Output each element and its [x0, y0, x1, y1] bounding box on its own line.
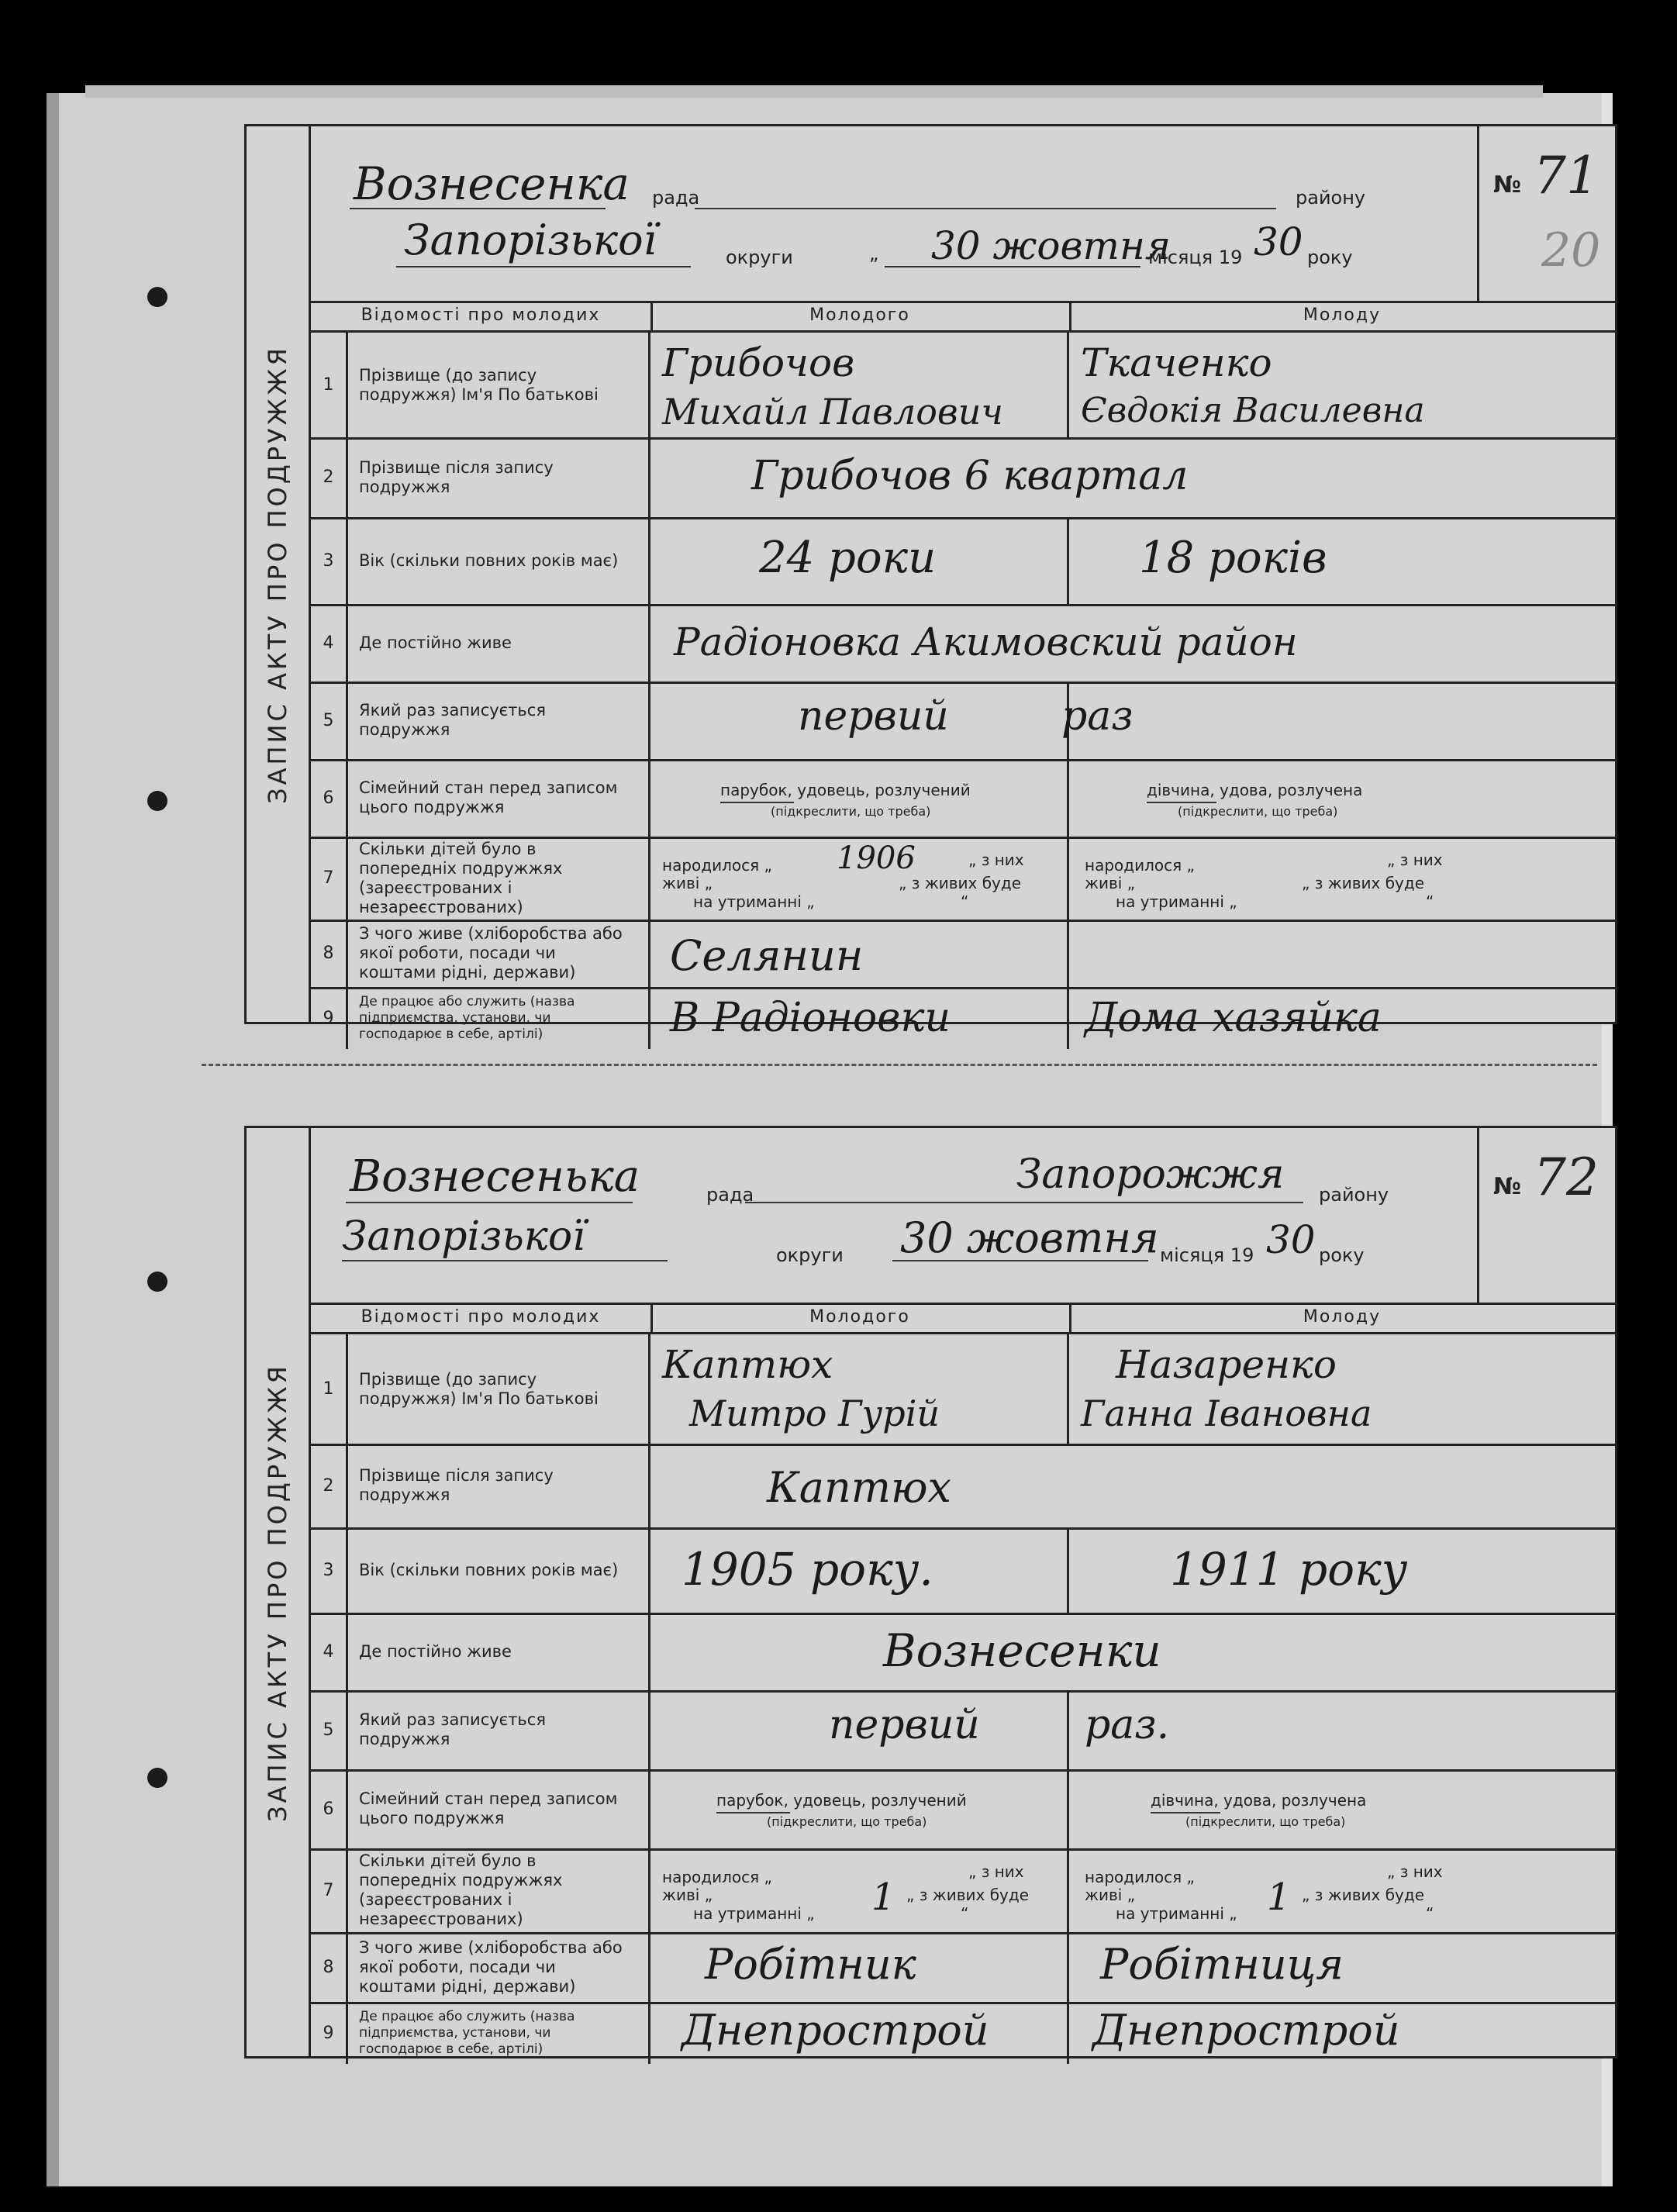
row-1: 1 Прізвище (до запису подружжя) Ім'я По батькові Грибочов Михайл Павлович Ткаченко Євдокія Василевна — [311, 333, 1615, 440]
groom-occupation: Робітник — [705, 1940, 916, 1989]
surname-after: Каптюх — [767, 1463, 951, 1512]
groom-occupation: Селянин — [670, 931, 864, 980]
month-label: місяця 19 — [1148, 247, 1243, 268]
rada-label: рада — [706, 1184, 754, 1206]
bride-workplace: Днепрострой — [1092, 2006, 1400, 2055]
year-label: року — [1307, 247, 1353, 268]
bride-occupation: Робітниця — [1100, 1940, 1344, 1989]
month-label: місяця 19 — [1160, 1244, 1254, 1266]
record-number: 71 — [1534, 146, 1599, 205]
bride-status-options: дівчина, удова, розлучена — [1151, 1791, 1367, 1810]
form-side-title: ЗАПИС АКТУ ПРО ПОДРУЖЖЯ — [247, 1128, 311, 2056]
col-bride: Молоду — [1069, 1303, 1615, 1334]
binding-hole — [147, 287, 167, 307]
groom-workplace: В Радіоновки — [670, 995, 951, 1041]
rada-label: рада — [652, 187, 700, 209]
surname-after: Грибочов 6 квартал — [751, 453, 1189, 499]
pencil-annotation: 20 — [1541, 223, 1601, 278]
col-groom: Молодого — [650, 301, 1071, 333]
row-4: 4 Де постійно живе Радіоновка Акимовский район — [311, 604, 1615, 684]
form-side-title: ЗАПИС АКТУ ПРО ПОДРУЖЖЯ — [247, 126, 311, 1022]
row-7: 7 Скільки дітей було в попередніх подружжях (зареєстрованих і незареєстрованих) народилося „ 1906 „ з них живі „ „ з живих буде на утриманні „ “ народилося „ „ з них живі „ „ з живих буде на утриманні „ “ — [311, 837, 1615, 922]
row-7: 7 Скільки дітей було в попередніх подружжях (зареєстрованих і незареєстрованих) народилося „ „ з них живі „ 1 „ з живих буде на утриманні „ “ народилося „ „ з них живі „ 1 „ з живих буде на утриманні „ “ — [311, 1848, 1615, 1934]
groom-status-options: парубок, удовець, розлучений — [720, 781, 971, 799]
binding-hole — [147, 791, 167, 811]
row-3: 3 Вік (скільки повних років має) 1905 року. 1911 року — [311, 1527, 1615, 1615]
bride-name: Ганна Івановна — [1081, 1392, 1372, 1434]
groom-children: 1906 — [837, 840, 916, 876]
bride-status-options: дівчина, удова, розлучена — [1147, 781, 1363, 799]
bride-children-alive: 1 — [1267, 1876, 1291, 1919]
rada-value: Вознесенька — [350, 1151, 640, 1202]
record-number-box: № 71 20 — [1477, 126, 1615, 301]
rayon-label: району — [1296, 187, 1366, 209]
groom-age: 1905 року. — [681, 1543, 933, 1596]
bride-surname: Ткаченко — [1081, 340, 1272, 385]
binding-hole — [147, 1768, 167, 1788]
bride-age: 1911 року — [1170, 1543, 1408, 1596]
record-number-box: № 72 — [1477, 1128, 1615, 1303]
col-bride: Молоду — [1069, 301, 1615, 333]
row-5: 5 Який раз записується подружжя первий раз. — [311, 1690, 1615, 1772]
bride-age: 18 років — [1139, 533, 1327, 583]
okruha-value: Запорізької — [342, 1213, 585, 1260]
groom-surname: Грибочов — [662, 340, 855, 385]
groom-age: 24 роки — [759, 533, 937, 583]
col-groom: Молодого — [650, 1303, 1071, 1334]
rada-value: Вознесенка — [354, 157, 630, 210]
row-8: 8 З чого живе (хліборобства або якої роботи, посади чи коштами рідні, держави) Селянин — [311, 920, 1615, 989]
year-value: 30 — [1266, 1217, 1316, 1262]
col-info: Відомості про молодих — [311, 301, 653, 333]
bride-surname: Назаренко — [1116, 1342, 1337, 1387]
row-3: 3 Вік (скільки повних років має) 24 роки 18 років — [311, 517, 1615, 606]
marriage-record-form-72 — [244, 1126, 1617, 2058]
row-4: 4 Де постійно живе Вознесенки — [311, 1613, 1615, 1693]
col-info: Відомості про молодих — [311, 1303, 653, 1334]
groom-workplace: Днепрострой — [681, 2006, 989, 2055]
groom-children-alive: 1 — [871, 1876, 895, 1919]
row-6: 6 Сімейний стан перед записом цього подружжя парубок, удовець, розлучений (підкреслити, що треба) дівчина, удова, розлучена (підкреслити, що треба) — [311, 759, 1615, 839]
groom-name: Михайл Павлович — [662, 391, 1003, 433]
row-9: 9 Де працює або служить (назва підприємства, установи, чи господарює в себе, артілі) Днепрострой Днепрострой — [311, 2002, 1615, 2064]
record-table — [311, 1303, 1615, 2057]
groom-status-options: парубок, удовець, розлучений — [716, 1791, 967, 1810]
year-label: року — [1319, 1244, 1365, 1266]
groom-surname: Каптюх — [662, 1342, 833, 1387]
groom-name: Митро Гурій — [689, 1392, 940, 1434]
record-number: 72 — [1534, 1147, 1599, 1207]
bride-name: Євдокія Василевна — [1081, 391, 1425, 430]
which-time-b: раз. — [1085, 1702, 1170, 1748]
rayon-value: Запорожжя — [1016, 1151, 1285, 1198]
which-time-a: первий — [829, 1702, 980, 1748]
bride-workplace: Дома хазяйка — [1085, 995, 1382, 1041]
which-time-b: раз — [1061, 693, 1134, 740]
okruha-label: округи — [776, 1244, 844, 1266]
row-5: 5 Який раз записується подружжя первий раз — [311, 682, 1615, 761]
form-header: Вознесенка рада району Запорізької округи „ 30 жовтня місяця 19 30 року № 71 20 — [311, 126, 1615, 303]
row-1: 1 Прізвище (до запису подружжя) Ім'я По батькові Каптюх Митро Гурій Назаренко Ганна Івановна — [311, 1334, 1615, 1446]
residence: Вознесенки — [883, 1624, 1161, 1677]
binding-hole — [147, 1272, 167, 1292]
residence: Радіоновка Акимовский район — [674, 619, 1298, 664]
record-table — [311, 301, 1615, 1042]
row-2: 2 Прізвище після запису подружжя Каптюх — [311, 1444, 1615, 1530]
row-2: 2 Прізвище після запису подружжя Грибочов 6 квартал — [311, 437, 1615, 519]
okruha-value: Запорізької — [404, 216, 657, 264]
okruha-label: округи — [726, 247, 793, 268]
which-time-a: первий — [798, 693, 949, 740]
marriage-record-form-71 — [244, 124, 1617, 1042]
row-8: 8 З чого живе (хліборобства або якої роботи, посади чи коштами рідні, держави) Робітник Робітниця — [311, 1932, 1615, 2004]
rayon-label: району — [1319, 1184, 1389, 1206]
form-header — [311, 1128, 1615, 1305]
row-9: 9 Де працює або служить (назва підприємства, установи, чи господарює в себе, артілі) В Радіоновки Дома хазяйка — [311, 987, 1615, 1049]
page-edge — [85, 85, 1543, 98]
date-value: 30 жовтня — [900, 1213, 1159, 1262]
date-value: 30 жовтня — [931, 223, 1171, 268]
perforation-line — [202, 1064, 1597, 1066]
row-6: 6 Сімейний стан перед записом цього подружжя парубок, удовець, розлучений (підкреслити, що треба) дівчина, удова, розлучена (підкреслити, що треба) — [311, 1769, 1615, 1851]
row-label: Прізвище (до запису подружжя) Ім'я По батькові — [348, 333, 650, 437]
year-value: 30 — [1254, 219, 1303, 264]
